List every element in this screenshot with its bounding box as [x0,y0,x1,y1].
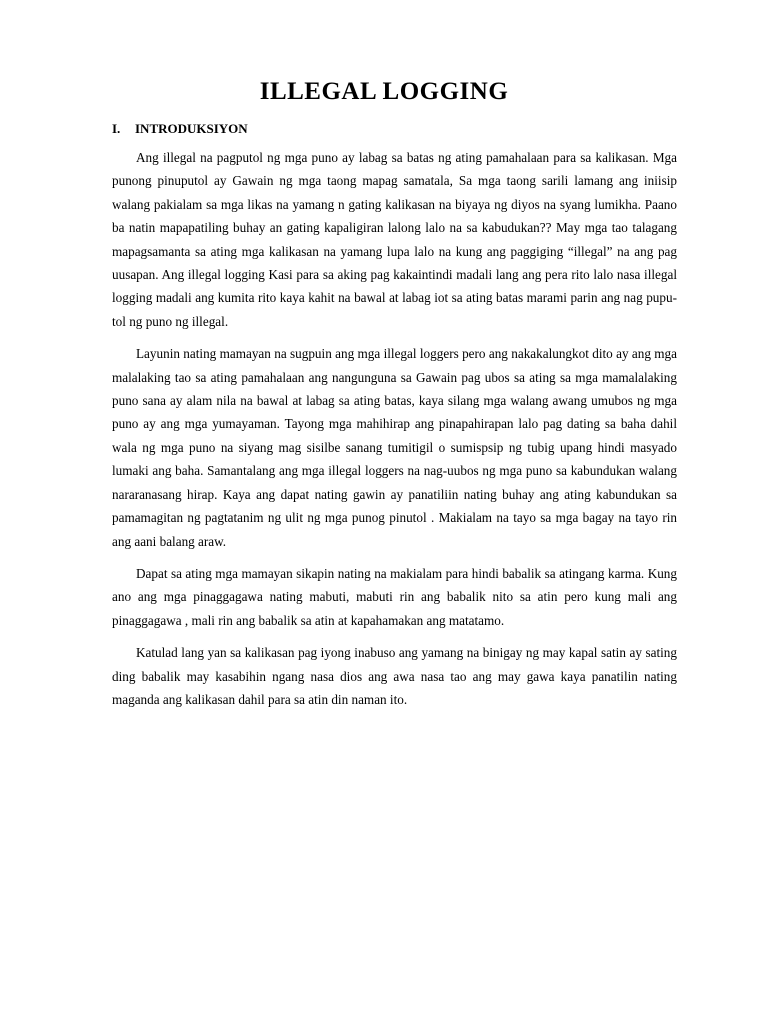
section-heading-text: INTRODUKSIYON [135,121,248,136]
paragraph-1: Ang illegal na pagputol ng mga puno ay labag sa batas ng ating pamahalaan para sa kalikasan. Mga punong pinuputol ay Gawain ng mga taong mapag samatala, Sa mga taong sarili lamang ang iniisip walang pakialam sa mga likas na yamang n gating kalikasan na biyaya ng diyos na syang lumikha. Paano ba natin mapapatiling buhay an gating kapaligiran lalong lalo na sa kabudukan?? May mga tao talagang mapagsamanta sa ating mga kalikasan na yamang lupa lalo na kung ang paggiging “illegal” na ang pag uusapan. Ang illegal logging Kasi para sa aking pag kakaintindi madali lang ang pera rito lalo nasa illegal logging madali ang kumita rito kaya kahit na bawal at labag iot sa ating batas marami parin ang nag puputol ng puno ng illegal. [112,150,677,329]
paragraph-4: Katulad lang yan sa kalikasan pag iyong inabuso ang yamang na binigay ng may kapal satin ay sating ding babalik may kasabihin ngang nasa dios ang awa nasa tao ang may gawa kaya panatilin nating maganda ang kalikasan dahil para sa atin din naman ito. [112,645,677,707]
section-heading [112,121,248,137]
paragraph-3: Dapat sa ating mga mamayan sikapin nating na makialam para hindi babalik sa atingang karma. Kung ano ang mga pinaggagawa nating mabuti, mabuti rin ang babalik nito sa atin pero kung mali ang pinaggagawa , mali rin ang babalik sa atin at kapahamakan ang matatamo. [112,565,677,628]
document-title: ILLEGAL LOGGING [259,78,509,105]
body-text [112,146,677,720]
paragraph-2: Layunin nating mamayan na sugpuin ang mga illegal loggers pero ang nakakalungkot dito ay ang mga malalaking tao sa ating pamahalaan ang nangunguna sa Gawain pag ubos sa ating sa mga mamalalaking puno sana ay alam nila na bawal at labag sa ating batas, kaya silang mga walang awang umubos ng mga puno ay ang mga yumayaman. Tayong mga mahihirap ang pinapahirapan lalo pag dating sa baha dahil wala ng mga puno na siyang mag sisilbe sanang tumitigil o sumispsip ng tubig upang hindi masyado lumaki ang baha. Samantalang ang mga illegal loggers na nag-uubos ng mga puno sa kabundukan walang nararanasang hirap. Kaya ang dapat nating gawin ay panatiliin nating buhay ang ating kabundukan sa pamamagitan ng pagtatanim ng ulit ng mga punog pinutol . Makialam na tayo sa mga bagay na tayo rin ang aani balang araw. [112,346,677,549]
section-number: I. [112,121,121,136]
